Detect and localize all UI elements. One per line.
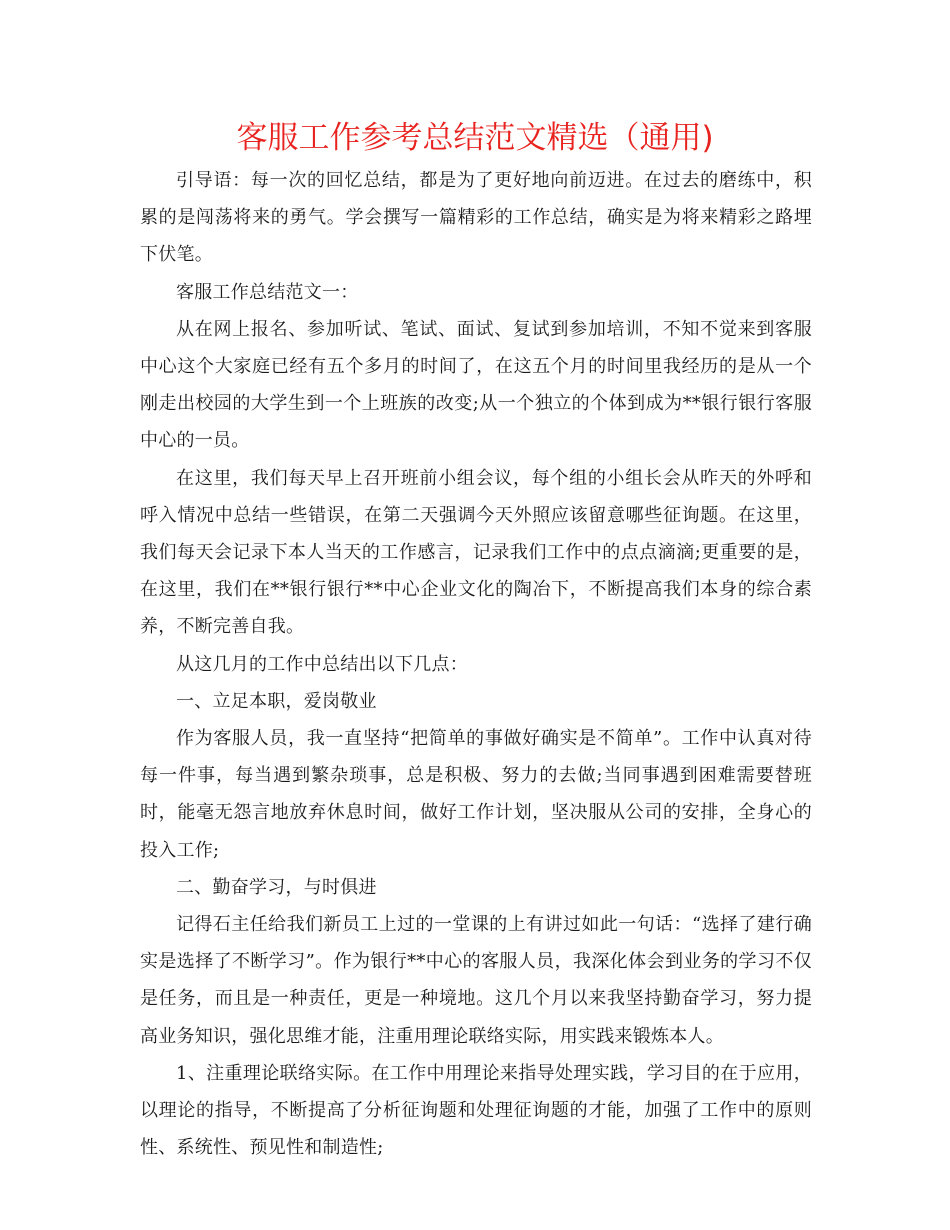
section-heading-sample-one: 客服工作总结范文一： [176,281,359,303]
summary-lead-paragraph: 从这几月的工作中总结出以下几点： [176,653,468,675]
body-paragraph: 1、注重理论联络实际。在工作中用理论来指导处理实践，学习目的在于应用，以理论的指导，不断提高了分析征询题和处理征询题的才能，加强了工作中的原则性、系统性、预见性和制造性; [140,1062,812,1159]
document-title: 客服工作参考总结范文精选（通用) [236,120,714,156]
document-body [140,162,812,1166]
intro-paragraph: 引导语：每一次的回忆总结，都是为了更好地向前迈进。在过去的磨练中，积累的是闯荡将来的勇气。学会撰写一篇精彩的工作总结，确实是为将来精彩之路埋下伏笔。 [140,170,812,266]
body-paragraph: 在这里，我们每天早上召开班前小组会议，每个组的小组长会从昨天的外呼和呼入情况中总结一些错误，在第二天强调今天外照应该留意哪些征询题。在这里，我们每天会记录下本人当天的工作感言，记录我们工作中的点点滴滴;更重要的是，在这里，我们在**银行银行**中心企业文化的陶冶下，不断提高我们本身的综合素养，不断完善自我。 [140,467,812,638]
body-paragraph: 作为客服人员，我一直坚持“把简单的事做好确实是不简单”。工作中认真对待每一件事，每当遇到繁杂琐事，总是积极、努力的去做;当同事遇到困难需要替班时，能毫无怨言地放弃休息时间，做好工作计划，坚决服从公司的安排，全身心的投入工作; [140,728,812,861]
point-heading-two: 二、勤奋学习，与时俱进 [176,876,377,898]
point-heading-one: 一、立足本职，爱岗敬业 [176,690,377,712]
body-paragraph: 记得石主任给我们新员工上过的一堂课的上有讲过如此一句话：“选择了建行确实是选择了不断学习”。作为银行**中心的客服人员，我深化体会到业务的学习不仅是任务，而且是一种责任，更是一种境地。这几个月以来我坚持勤奋学习，努力提高业务知识，强化思维才能，注重用理论联络实际，用实践来锻炼本人。 [140,914,812,1047]
body-paragraph: 从在网上报名、参加听试、笔试、面试、复试到参加培训，不知不觉来到客服中心这个大家庭已经有五个多月的时间了，在这五个月的时间里我经历的是从一个刚走出校园的大学生到一个上班族的改变;从一个独立的个体到成为**银行银行客服中心的一员。 [140,318,812,452]
